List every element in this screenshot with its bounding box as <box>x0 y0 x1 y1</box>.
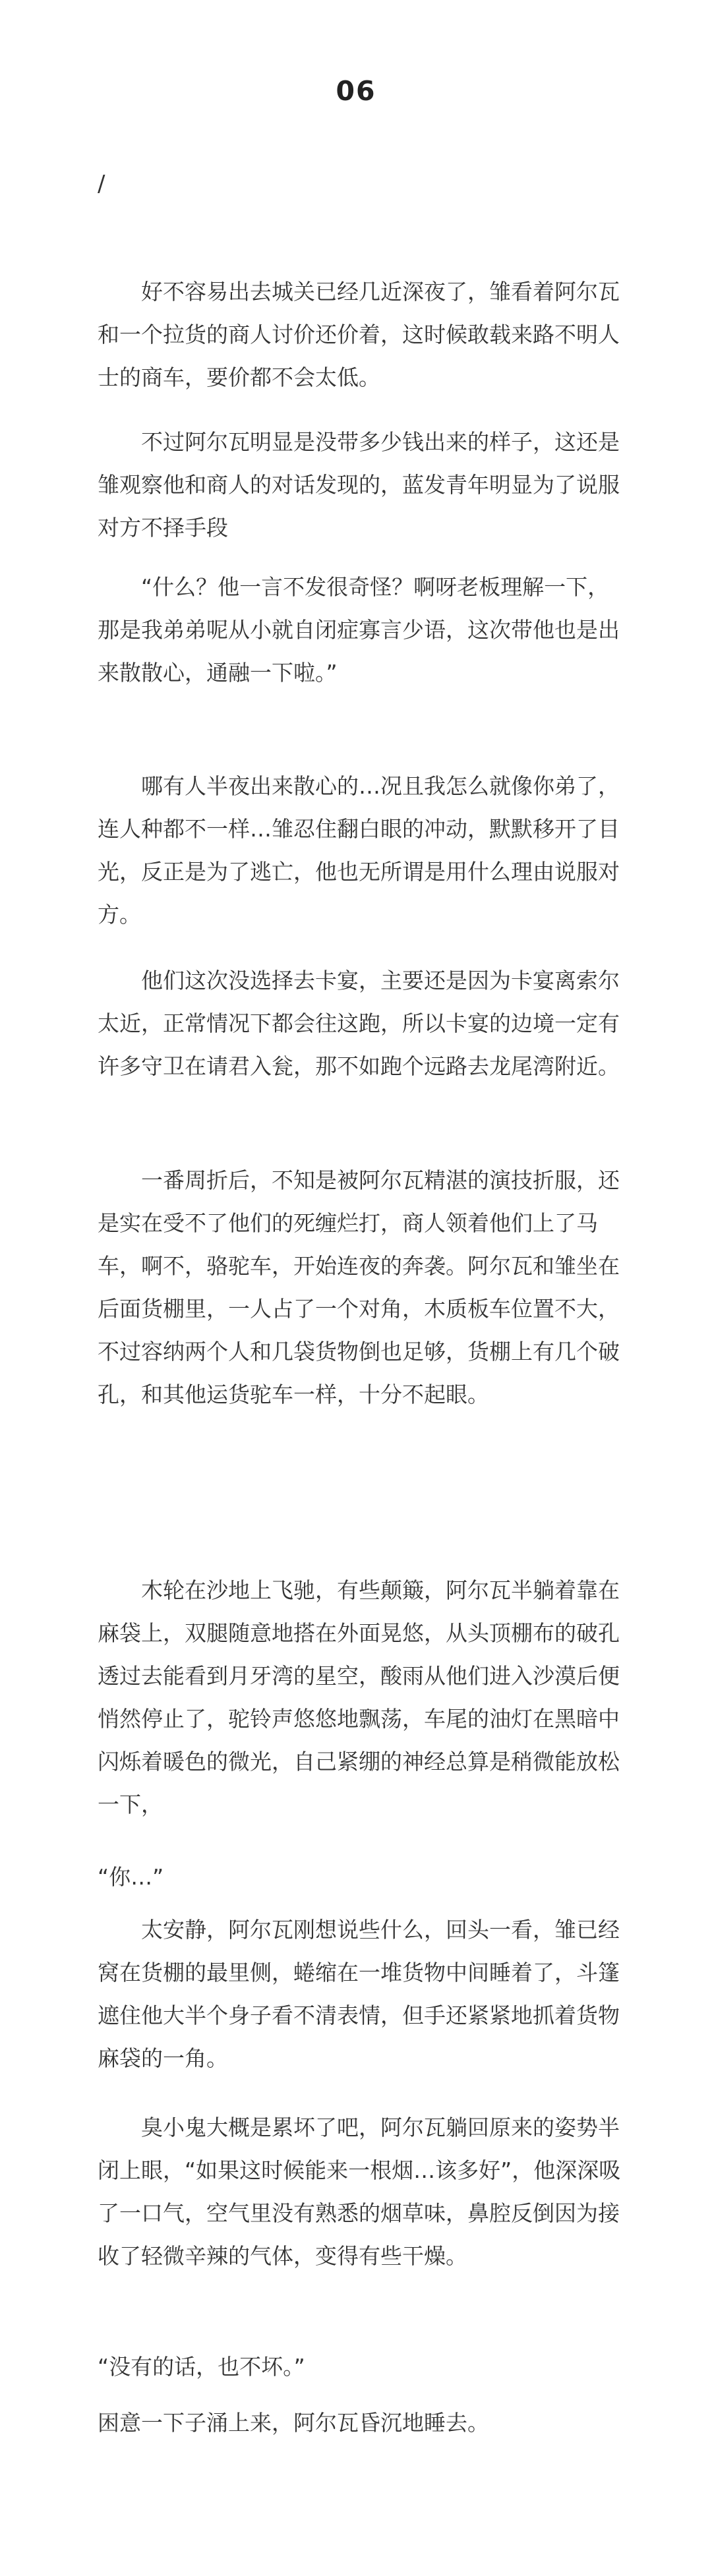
paragraph-line: 闭上眼，“如果这时候能来一根烟…该多好”，他深深吸 <box>98 2157 621 2183</box>
paragraph-line: 窝在货棚的最里侧，蜷缩在一堆货物中间睡着了，斗篷 <box>98 1960 620 1985</box>
paragraph-line: 了一口气，空气里没有熟悉的烟草味，鼻腔反倒因为接 <box>98 2200 620 2226</box>
paragraph-line: 哪有人半夜出来散心的…况且我怎么就像你弟了， <box>141 773 620 799</box>
paragraph-line: 那是我弟弟呢从小就自闭症寡言少语，这次带他也是出 <box>98 617 620 643</box>
paragraph-4 <box>98 765 618 936</box>
paragraph-line: 透过去能看到月牙湾的星空，酸雨从他们进入沙漠后便 <box>98 1663 620 1689</box>
paragraph-line: 孔，和其他运货驼车一样，十分不起眼。 <box>98 1382 489 1407</box>
paragraph-line: “你…” <box>98 1864 164 1890</box>
paragraph-line: 太安静，阿尔瓦刚想说些什么，回头一看，雏已经 <box>141 1917 620 1943</box>
paragraph-line: 方。 <box>98 902 141 927</box>
paragraph-line: 来散散心，通融一下啦。” <box>98 660 338 686</box>
paragraph-line: 许多守卫在请君入瓮，那不如跑个远路去龙尾湾附近。 <box>98 1053 620 1079</box>
paragraph-line: 一下， <box>98 1792 163 1817</box>
paragraph-3 <box>98 566 618 694</box>
paragraph-line: 他们这次没选择去卡宴，主要还是因为卡宴离索尔 <box>141 968 620 993</box>
paragraph-line: 收了轻微辛辣的气体，变得有些干燥。 <box>98 2243 467 2269</box>
paragraph-11 <box>98 2345 618 2388</box>
paragraph-line: “什么？他一言不发很奇怪？啊呀老板理解一下， <box>141 574 610 600</box>
paragraph-line: 后面货棚里，一人占了一个对角，木质板车位置不大， <box>98 1296 620 1322</box>
paragraph-5 <box>98 959 618 1088</box>
paragraph-2 <box>98 421 618 549</box>
paragraph-line: 雏观察他和商人的对话发现的，蓝发青年明显为了说服 <box>98 472 620 498</box>
paragraph-6 <box>98 1159 618 1416</box>
paragraph-12 <box>98 2401 618 2444</box>
paragraph-line: 麻袋上，双腿随意地搭在外面晃悠，从头顶棚布的破孔 <box>98 1620 620 1646</box>
paragraph-line: 一番周折后，不知是被阿尔瓦精湛的演技折服，还 <box>141 1167 620 1193</box>
paragraph-line: 好不容易出去城关已经几近深夜了，雏看着阿尔瓦 <box>141 279 620 305</box>
paragraph-10 <box>98 2106 621 2277</box>
paragraph-line: 木轮在沙地上飞驰，有些颠簸，阿尔瓦半躺着靠在 <box>141 1577 620 1603</box>
paragraph-line: 太近，正常情况下都会往这跑，所以卡宴的边境一定有 <box>98 1010 620 1036</box>
paragraph-line: 不过容纳两个人和几袋货物倒也足够，货棚上有几个破 <box>98 1339 620 1364</box>
paragraph-7 <box>98 1569 618 1826</box>
paragraph-line: 遮住他大半个身子看不清表情，但手还紧紧地抓着货物 <box>98 2003 620 2028</box>
paragraph-line: 不过阿尔瓦明显是没带多少钱出来的样子，这还是 <box>141 429 620 455</box>
paragraph-line: 是实在受不了他们的死缠烂打，商人领着他们上了马 <box>98 1210 598 1236</box>
paragraph-line: 和一个拉货的商人讨价还价着，这时候敢载来路不明人 <box>98 322 620 347</box>
paragraph-line: 闪烁着暖色的微光，自己紧绷的神经总算是稍微能放松 <box>98 1749 620 1774</box>
paragraph-line: “没有的话，也不坏。” <box>98 2354 305 2380</box>
paragraph-line: 士的商车，要价都不会太低。 <box>98 365 380 390</box>
chapter-number: 06 <box>336 75 376 107</box>
paragraph-line: 连人种都不一样…雏忍住翻白眼的冲动，默默移开了目 <box>98 816 620 842</box>
paragraph-8 <box>98 1856 618 1898</box>
paragraph-1 <box>98 270 618 399</box>
paragraph-line: 麻袋的一角。 <box>98 2045 228 2071</box>
paragraph-line: 困意一下子涌上来，阿尔瓦昏沉地睡去。 <box>98 2410 489 2436</box>
paragraph-line: 臭小鬼大概是累坏了吧，阿尔瓦躺回原来的姿势半 <box>141 2115 620 2140</box>
paragraph-line: 光，反正是为了逃亡，他也无所谓是用什么理由说服对 <box>98 859 620 885</box>
paragraph-line: 车，啊不，骆驼车，开始连夜的奔袭。阿尔瓦和雏坐在 <box>98 1253 620 1279</box>
paragraph-line: 对方不择手段 <box>98 515 228 541</box>
paragraph-line: 悄然停止了，驼铃声悠悠地飘荡，车尾的油灯在黑暗中 <box>98 1706 620 1732</box>
section-separator: / <box>98 171 105 197</box>
paragraph-9 <box>98 1908 618 2080</box>
